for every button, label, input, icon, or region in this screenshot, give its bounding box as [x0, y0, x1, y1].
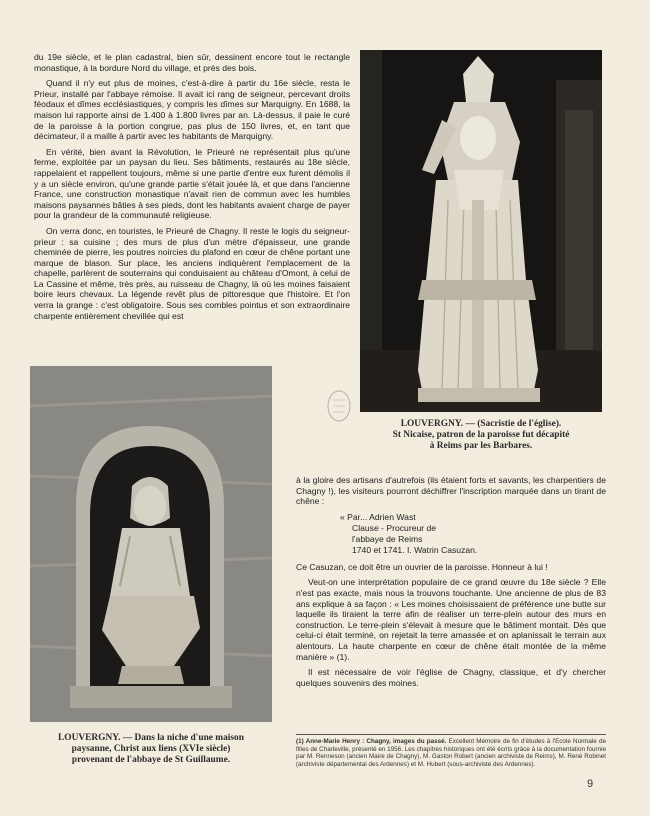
paragraph: Quand il n'y eut plus de moines, c'est-à-dire à partir du 16e siècle, resta le Prieur, installé par l'abbaye rémoise. Il avait ici rang de seigneur, percevant droits féodaux et dîmes ecclésiastiques, y compris les dîmes sur Marquigny. En 1688, la maison lui rapporte ainsi de 1.400 à 1.800 livres par an. Là-dessus, il paie le curé de la paroisse à la portion congrue, pas plus de 150 livres, et, en tant que décimateur, il a maille à partir avec les habitants de Marquigny. — [34, 78, 350, 142]
caption-line: à Reims par les Barbares. — [429, 441, 533, 452]
caption-line: LOUVERGNY. — (Sacristie de l'église). — [400, 419, 562, 429]
article-column-top — [34, 52, 350, 326]
library-stamp-icon — [326, 388, 352, 424]
inscription-line: « Par... Adrien Wast — [340, 511, 416, 522]
caption-st-nicaise — [362, 419, 600, 453]
paragraph: En vérité, bien avant la Révolution, le Prieuré ne représentait plus qu'une ferme, exploitée par un paysan du lieu. Ses bâtiments, restaurés au 18e siècle, rappelaient et rappellent toujours, même si une partie d'entre eux furent démolis il y a un siècle environ, qu'une grande partie s'était jouée là, et que dans l'ancienne France, une construction monastique n'avait rien de commun avec les humbles maisons paysannes bâties à ses pieds, dont les habitants avaient charge de payer pour la grandeur de la communauté religieuse. — [34, 146, 350, 221]
inscription-quote — [340, 512, 606, 556]
footnote-title: (1) Anne-Marie Henry : Chagny, images du passé. — [296, 738, 447, 745]
photo-st-nicaise-statue — [360, 50, 602, 412]
footnote — [296, 734, 606, 768]
footnote-text: Excellent Mémoire de fin d'études à l'Ecole Normale de filles de Charleville, présenté en 1956. Les chapitres historiques ont été écrits grâce à la documentation fournie par M. Renneson (ancien Maire de Chagny), M. Gaston Robert (ancien archiviste de Reims), M. René Robinet (archiviste départemental des Ardennes) et M. Hubert (sous-archiviste des Ardennes). — [296, 738, 607, 768]
article-column-bottom — [296, 475, 606, 693]
caption-line: LOUVERGNY. — Dans la niche d'une maison — [58, 733, 244, 743]
inscription-line: l'abbaye de Reims — [352, 533, 423, 544]
caption-christ-aux-liens — [30, 733, 272, 767]
paragraph: du 19e siècle, et le plan cadastral, bien sûr, dessinent encore tout le rectangle monastique, à la bordure Nord du village, et près des bois. — [34, 52, 350, 73]
photo-christ-aux-liens — [30, 366, 272, 722]
caption-line: St Nicaise, patron de la paroisse fut décapité — [392, 430, 570, 441]
page-number: 9 — [587, 778, 594, 790]
inscription-line: Clause - Procureur de — [352, 522, 437, 533]
paragraph: On verra donc, en touristes, le Prieuré de Chagny. Il reste le logis du seigneur-prieur : sa cuisine ; des murs de plus d'un mètre d'épaisseur, une grande cheminée de pierre, les poutres noircies du plafond en cœur de chêne portant une marque de blason. Sur place, les anciens indiquèrent l'emplacement de la chapelle, parlèrent de souterrains qui conduisaient au château d'Omont, à celui de La Cassine et même, très près, au ruisseau de Chagny, là où les moines faisaient boire leurs chevaux. La légende revêt plus de pittoresque que l'histoire. Et l'on verra la grange : c'est obligatoire. Sous ses combles pointus et son extraordinaire charpente entièrement chevillée qui est — [34, 225, 350, 321]
paragraph: Ce Casuzan, ce doit être un ouvrier de la paroisse. Honneur à lui ! — [296, 561, 548, 572]
paragraph: Veut-on une interprétation populaire de ce grand œuvre du 18e siècle ? Elle n'est pas exacte, mais nous la trouvons touchante. Une ancienne de plus de 83 ans explique à sa façon : « Les moines choisissaient de préférence une butte sur laquelle ils tiraient la terre afin de réaliser un terre-plein autour des murs en construction. Le terre-plein s'élevait à mesure que le bâtiment montait. Dès que celui-ci était terminé, on rejetait la terre amassée et on aplanissait le terrain aux alentours. La haute charpente en cœur de chêne était montée de la même manière » (1). — [296, 577, 606, 662]
paragraph: à la gloire des artisans d'autrefois (ils étaient forts et savants, les charpentiers de Chagny !), les visiteurs pourront déchiffrer l'inscription marquée dans un tirant de chêne : — [296, 475, 606, 507]
paragraph: Il est nécessaire de voir l'église de Chagny, classique, et d'y chercher quelques souvenirs des moines. — [296, 667, 606, 688]
caption-line: provenant de l'abbaye de St Guillaume. — [71, 755, 231, 766]
inscription-line: 1740 et 1741. I. Watrin Casuzan. — [352, 544, 478, 555]
caption-line: paysanne, Christ aux liens (XVIe siècle) — [71, 744, 231, 755]
